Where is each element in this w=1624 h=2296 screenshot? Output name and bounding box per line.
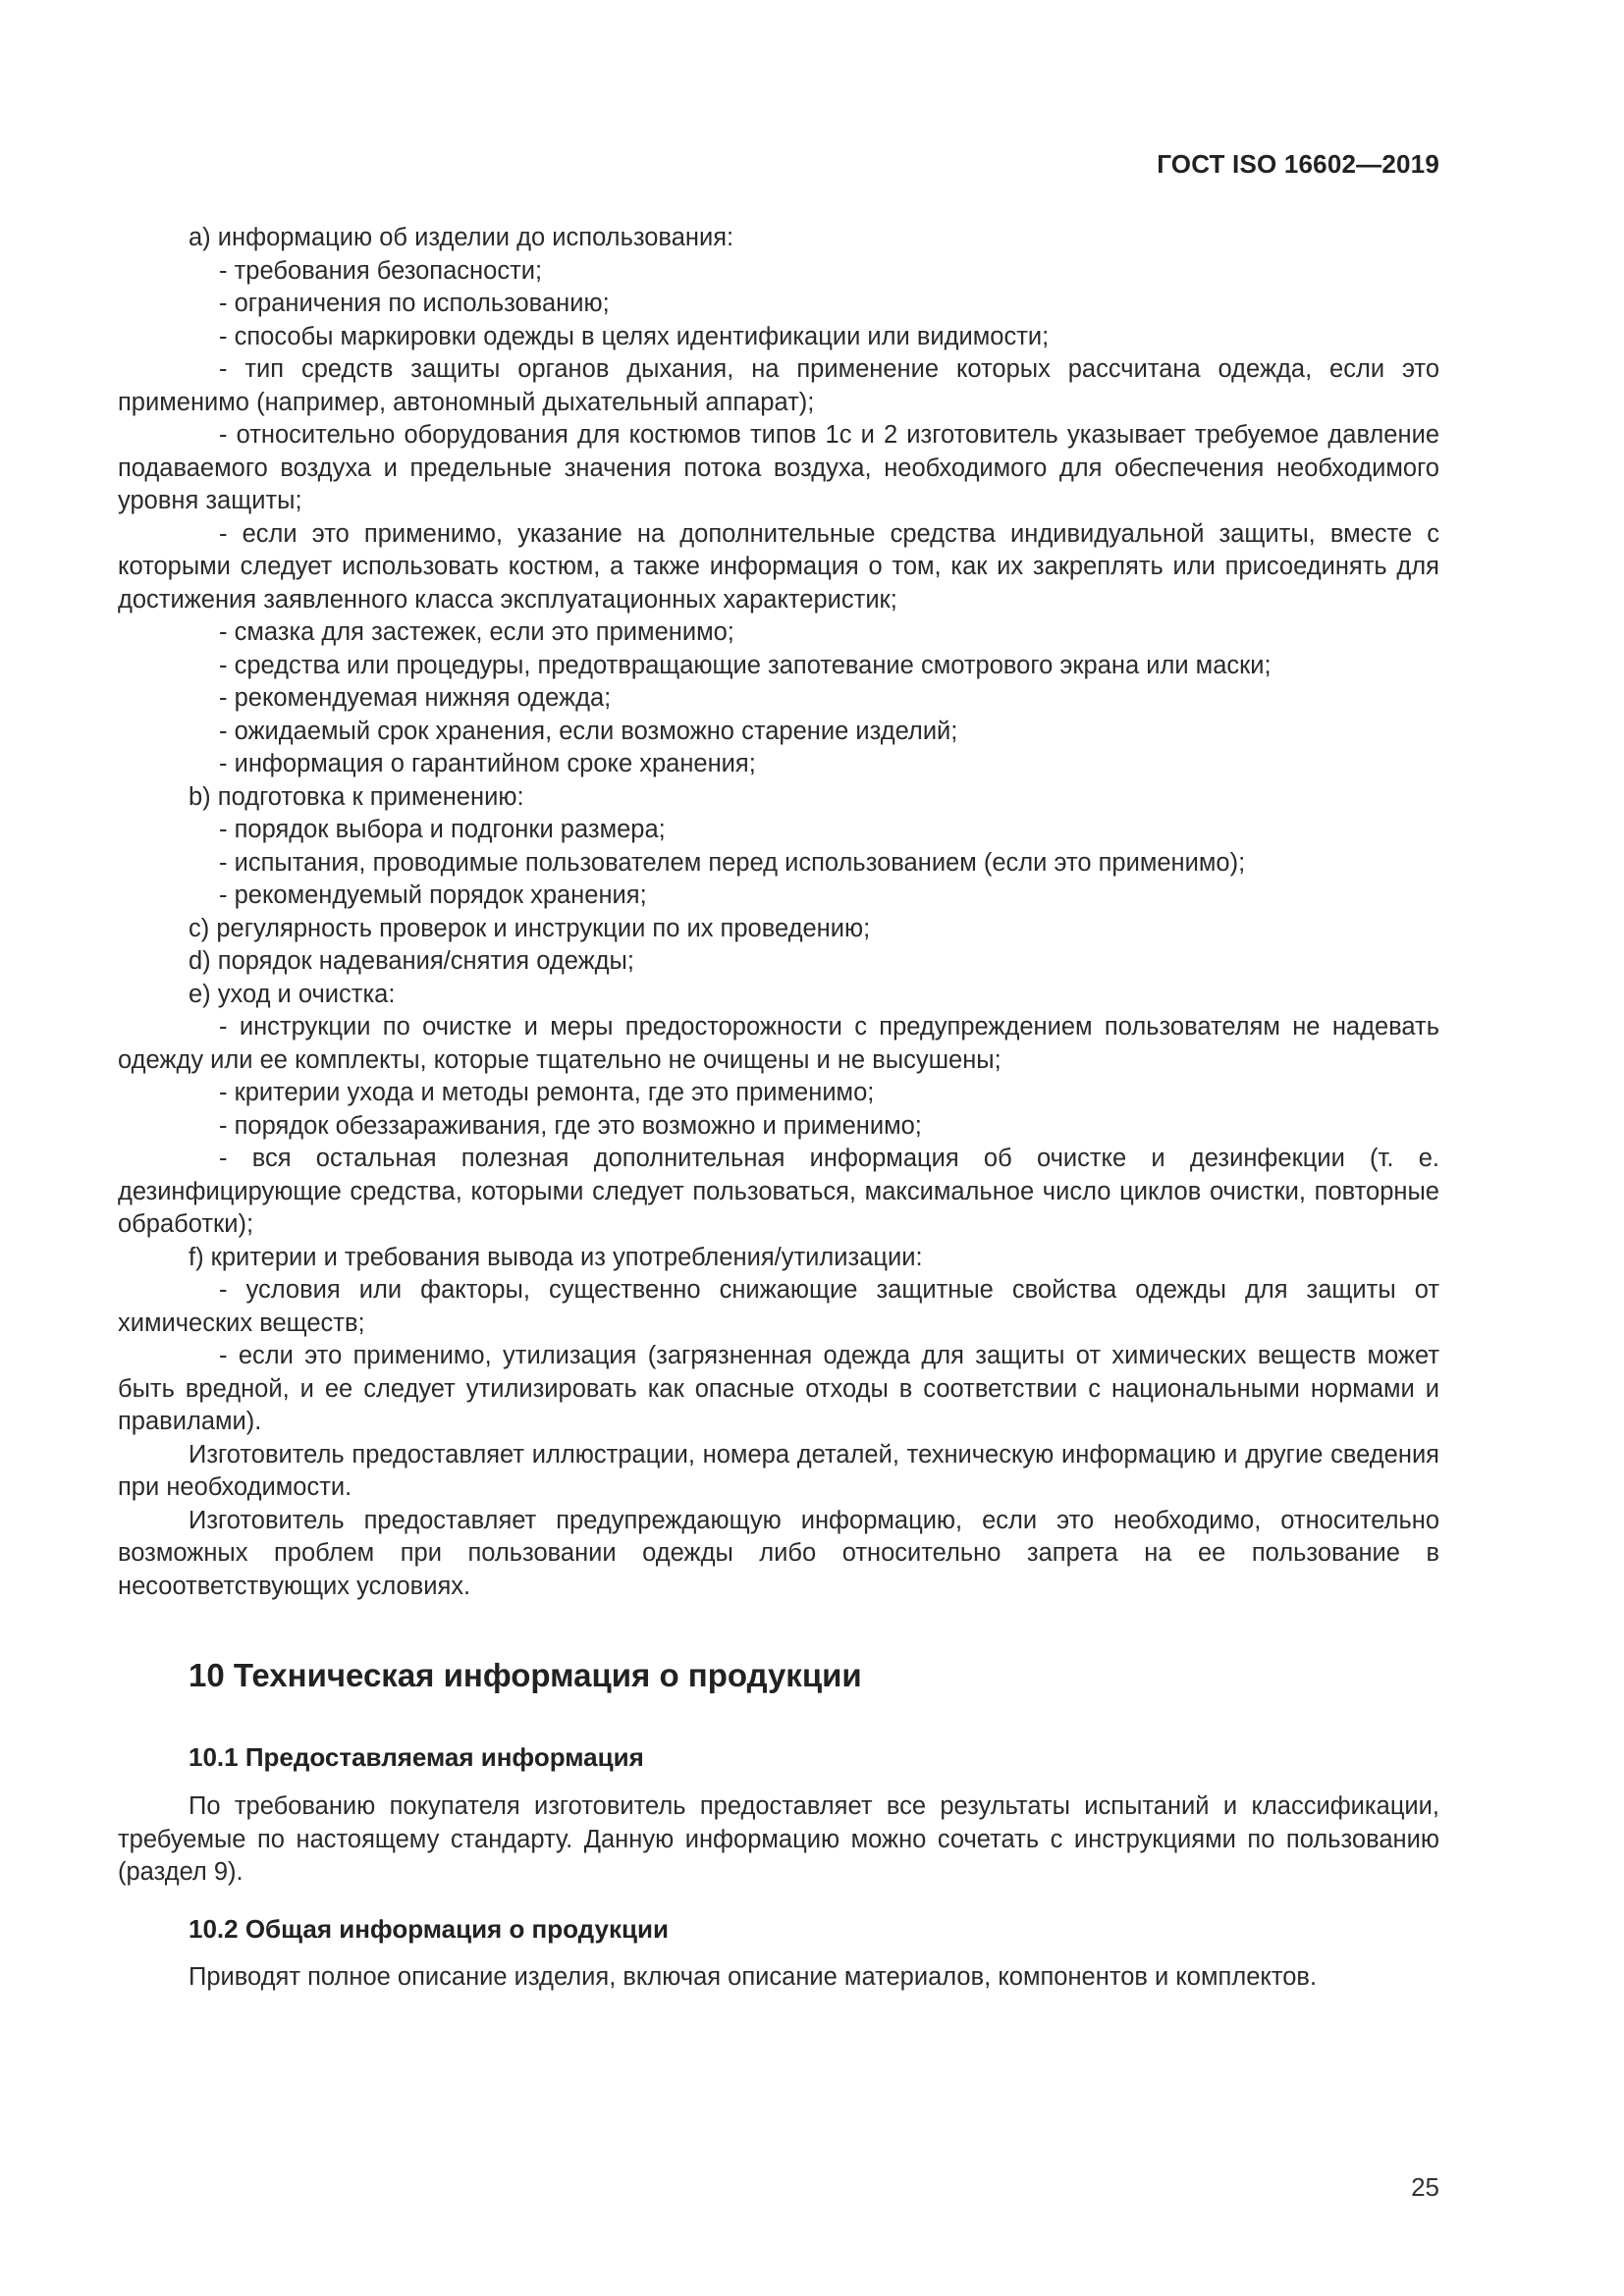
page-number: 25 [1411, 2172, 1439, 2202]
body-paragraph: Изготовитель предоставляет иллюстрации, номера деталей, техническую информацию и другие сведения при необходимости. [118, 1440, 1439, 1501]
list-item: - способы маркировки одежды в целях идентификации или видимости; [219, 322, 1050, 350]
list-item: - порядок обеззараживания, где это возможно и применимо; [219, 1111, 922, 1140]
list-item: - порядок выбора и подгонки размера; [219, 816, 666, 843]
list-item: - смазка для застежек, если это применимо; [219, 618, 734, 646]
list-item: - испытания, проводимые пользователем перед использованием (если это применимо); [219, 848, 1246, 877]
list-item: - средства или процедуры, предотвращающие запотевание смотрового экрана или маски; [219, 651, 1272, 679]
list-item: - рекомендуемый порядок хранения; [219, 881, 647, 909]
subsection-text [118, 1790, 1439, 1890]
list-item: - информация о гарантийном сроке хранения; [219, 750, 756, 777]
list-item: - если это применимо, указание на дополнительные средства индивидуальной защиты, вместе с которыми следует использовать костюм, а также информация о том, как их закреплять или присоединять для достижения заявленного класса эксплуатационных характеристик; [118, 519, 1439, 614]
list-item: - если это применимо, утилизация (загрязненная одежда для защиты от химических веществ может быть вредной, и ее следует утилизировать как опасные отходы в соответствии с национальными нормами и правилами). [118, 1342, 1439, 1435]
body-paragraph: Изготовитель предоставляет предупреждающую информацию, если это необходимо, относительно возможных проблем при пользовании одежды либо относительно запрета на ее пользование в несоответствующих условиях. [118, 1506, 1439, 1600]
list-item: - ограничения по использованию; [219, 290, 610, 317]
body-paragraph: Приводят полное описание изделия, включая описание материалов, компонентов и комплектов. [189, 1963, 1318, 1991]
list-item: - критерии ухода и методы ремонта, где это применимо; [219, 1079, 875, 1106]
list-item: - инструкции по очистке и меры предосторожности с предупреждением пользователям не надевать одежду или ее комплекты, которые тщательно не очищены и не высушены; [118, 1013, 1439, 1074]
list-item: - вся остальная полезная дополнительная информация об очистке и дезинфекции (т. е. дезинфицирующие средства, которыми следует пользоваться, максимальное число циклов очистки, повторные обработки); [118, 1145, 1439, 1238]
list-item: - относительно оборудования для костюмов типов 1с и 2 изготовитель указывает требуемое давление подаваемого воздуха и предельные значения потока воздуха, необходимого для обеспечения необходимого уровня защиты; [118, 421, 1439, 514]
list-item-b: b) подготовка к применению: [189, 782, 524, 811]
list-item-e: e) уход и очистка: [189, 980, 396, 1008]
subsection-heading: 10.2 Общая информация о продукции [189, 1914, 669, 1944]
list-item: - условия или факторы, существенно снижающие защитные свойства одежды для защиты от химических веществ; [118, 1276, 1439, 1337]
list-item: - требования безопасности; [219, 256, 543, 285]
subsection-text [118, 1961, 1439, 1995]
list-item-c: c) регулярность проверок и инструкции по их проведению; [189, 914, 871, 942]
list-item-f: f) критерии и требования вывода из употребления/утилизации: [189, 1243, 923, 1271]
list-item: - тип средств защиты органов дыхания, на применение которых рассчитана одежда, если это применимо (например, автономный дыхательный аппарат); [118, 355, 1439, 416]
list-item-a: a) информацию об изделии до использования: [189, 224, 734, 251]
subsection-heading: 10.1 Предоставляемая информация [189, 1742, 644, 1772]
document-code: ГОСТ ISO 16602—2019 [1157, 149, 1439, 179]
list-item: - рекомендуемая нижняя одежда; [219, 684, 612, 712]
list-item: - ожидаемый срок хранения, если возможно старение изделий; [219, 717, 958, 745]
body-paragraph: По требованию покупателя изготовитель предоставляет все результаты испытаний и классификации, требуемые по настоящему стандарту. Данную информацию можно сочетать с инструкциями по пользованию (раздел 9). [118, 1792, 1439, 1886]
section-heading: 10 Техническая информация о продукции [189, 1657, 862, 1693]
instructions-list [118, 222, 1439, 1603]
list-item-d: d) порядок надевания/снятия одежды; [189, 947, 634, 975]
